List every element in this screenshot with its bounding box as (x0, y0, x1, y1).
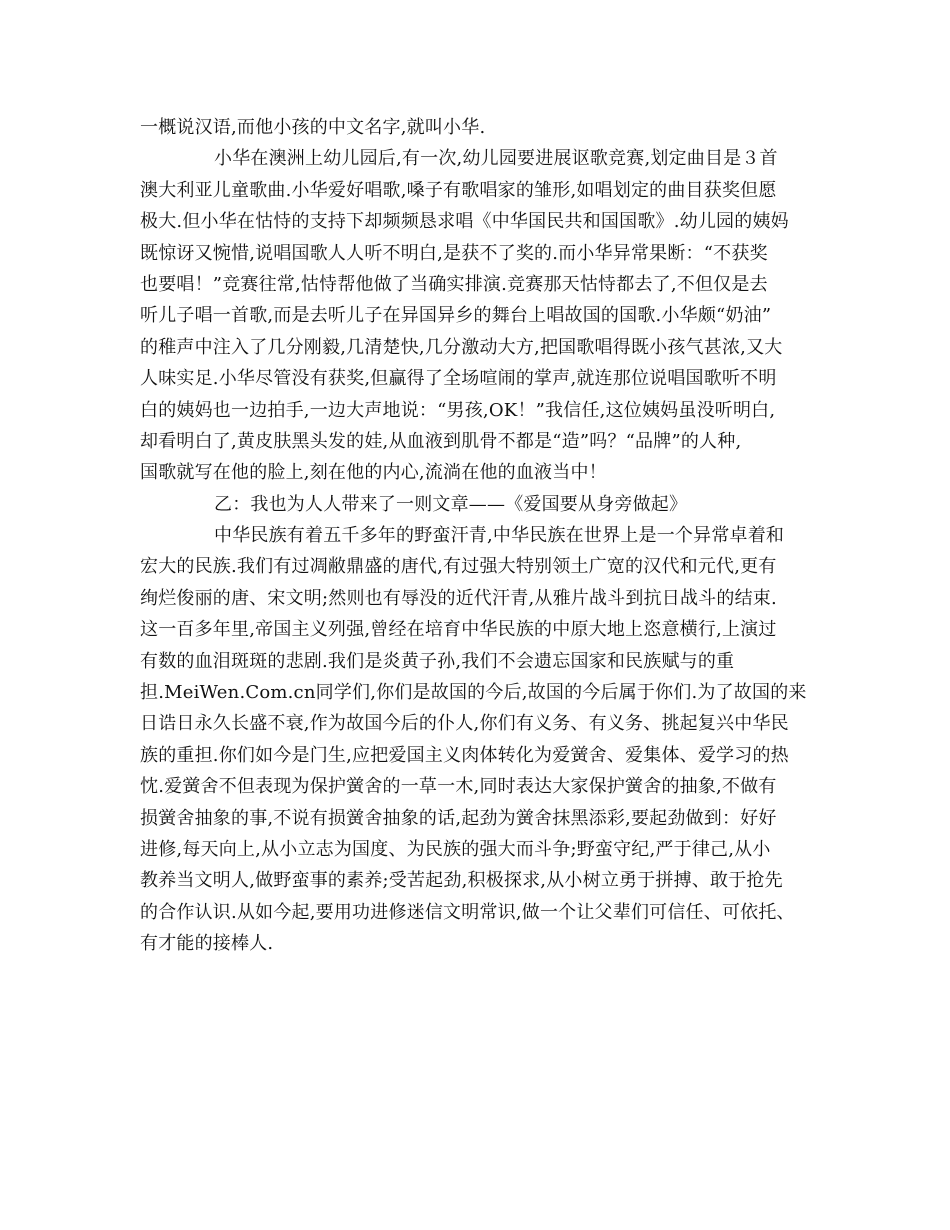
text-line: 白的姨妈也一边拍手,一边大声地说：“男孩,OK！”我信任,这位姨妈虽没听明白, (140, 399, 776, 421)
text-line: 听儿子唱一首歌,而是去听儿子在异国异乡的舞台上唱故国的国歌.小华颇“奶油” (140, 305, 772, 327)
text-line: 乙：我也为人人带来了一则文章——《爱国要从身旁做起》 (214, 493, 688, 515)
text-line: 有数的血泪斑斑的悲剧.我们是炎黄子孙,我们不会遗忘国家和民族赋与的重 (140, 650, 735, 672)
text-line: 绚烂俊丽的唐、宋文明;然则也有辱没的近代汗青,从雅片战斗到抗日战斗的结束. (140, 587, 777, 609)
text-line: 有才能的接棒人. (140, 933, 274, 955)
text-line: 族的重担.你们如今是门生,应把爱国主义肉体转化为爱黉舍、爱集体、爱学习的热 (140, 744, 789, 766)
text-line: 极大.但小华在怙恃的支持下却频频恳求唱《中华国民共和国国歌》.幼儿园的姨妈 (140, 211, 789, 233)
text-line: 国歌就写在他的脸上,刻在他的内心,流淌在他的血液当中！ (140, 462, 607, 484)
text-line: 进修,每天向上,从小立志为国度、为民族的强大而斗争;野蛮守纪,严于律己,从小 (140, 838, 771, 860)
text-line: 日诰日永久长盛不衰,作为故国今后的仆人,你们有义务、有义务、挑起复兴中华民 (140, 713, 789, 735)
text-line: 的稚声中注入了几分刚毅,几清楚快,几分激动大方,把国歌唱得既小孩气甚浓,又大 (140, 336, 783, 358)
text-line: 宏大的民族.我们有过凋敝鼎盛的唐代,有过强大特别领土广宽的汉代和元代,更有 (140, 556, 777, 578)
text-line: 担.MeiWen.Com.cn同学们,你们是故国的今后,故国的今后属于你们.为了故国的来 (140, 682, 807, 704)
text-line: 却看明白了,黄皮肤黑头发的娃,从血液到肌骨不都是“造”吗？“品牌”的人种, (140, 430, 742, 452)
text-line: 小华在澳洲上幼儿园后,有一次,幼儿园要进展讴歌竞赛,划定曲目是３首 (214, 148, 778, 170)
text-line: 人味实足.小华尽管没有获奖,但赢得了全场喧闹的掌声,就连那位说唱国歌听不明 (140, 368, 777, 390)
text-line: 也要唱！”竞赛往常,怙恃帮他做了当确实排演.竞赛那天怙恃都去了,不但仅是去 (140, 273, 768, 295)
text-line: 忱.爱黉舍不但表现为保护黉舍的一草一木,同时表达大家保护黉舍的抽象,不做有 (140, 776, 777, 798)
article-body (140, 112, 830, 960)
text-line: 中华民族有着五千多年的野蛮汗青,中华民族在世界上是一个异常卓着和 (214, 525, 785, 547)
text-line: 既惊讶又惋惜,说唱国歌人人听不明白,是获不了奖的.而小华异常果断：“不获奖 (140, 242, 768, 264)
text-line: 的合作认识.从如今起,要用功进修迷信文明常识,做一个让父辈们可信任、可依托、 (140, 901, 795, 923)
text-line: 澳大利亚儿童歌曲.小华爱好唱歌,嗓子有歌唱家的雏形,如唱划定的曲目获奖但愿 (140, 179, 777, 201)
text-line: 一概说汉语,而他小孩的中文名字,就叫小华. (140, 117, 486, 138)
text-line: 这一百多年里,帝国主义列强,曾经在培育中华民族的中原大地上恣意横行,上演过 (140, 619, 777, 641)
text-line: 损黉舍抽象的事,不说有损黉舍抽象的话,起劲为黉舍抹黑添彩,要起劲做到：好好 (140, 807, 777, 829)
text-line: 教养当文明人,做野蛮事的素养;受苦起劲,积极探求,从小树立勇于拼搏、敢于抢先 (140, 870, 783, 892)
